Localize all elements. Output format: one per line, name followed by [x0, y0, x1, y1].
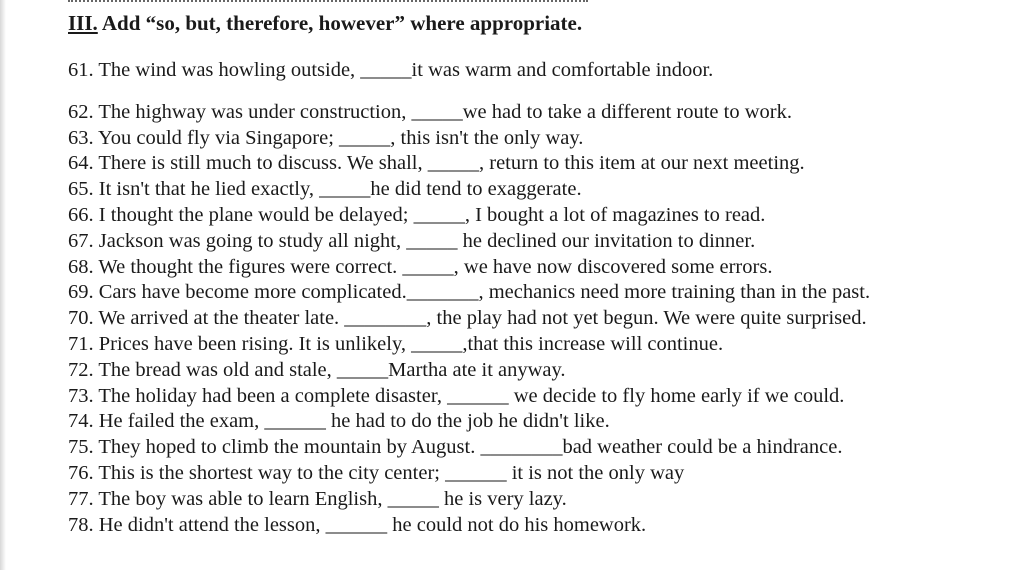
- item-text: The wind was howling outside, _____it was warm and comfortable indoor.: [98, 59, 714, 81]
- item-number: 62.: [68, 100, 94, 123]
- item-text: He failed the exam, ______ he had to do the job he didn't like.: [98, 410, 610, 433]
- exercise-item: [68, 280, 1008, 306]
- item-number: 61.: [68, 59, 94, 81]
- item-number: 74.: [68, 410, 94, 433]
- exercise-item: [68, 255, 1008, 281]
- exercise-item: [68, 126, 1008, 152]
- item-text: This is the shortest way to the city center; ______ it is not the only way: [98, 461, 685, 484]
- item-text: The holiday had been a complete disaster, ______ we decide to fly home early if we could.: [98, 384, 845, 407]
- item-text: There is still much to discuss. We shall, _____, return to this item at our next meeting.: [98, 152, 805, 175]
- exercise-item: [68, 177, 1008, 203]
- exercise-item: [68, 461, 1008, 487]
- exercise-item: [68, 358, 1008, 384]
- exercise-item: [68, 487, 1008, 513]
- item-number: 72.: [68, 358, 94, 381]
- item-text: It isn't that he lied exactly, _____he did tend to exaggerate.: [98, 178, 582, 201]
- item-text: The bread was old and stale, _____Martha ate it anyway.: [98, 358, 566, 381]
- exercise-item: [68, 100, 1008, 126]
- exercise-list: [68, 58, 1008, 538]
- item-number: 76.: [68, 461, 94, 484]
- worksheet: [68, 10, 1008, 538]
- exercise-item: [68, 332, 1008, 358]
- item-number: 66.: [68, 203, 94, 226]
- exercise-item: [68, 151, 1008, 177]
- exercise-item: [68, 306, 1008, 332]
- item-number: 64.: [68, 152, 94, 175]
- item-number: 68.: [68, 255, 94, 278]
- item-number: 69.: [68, 281, 94, 304]
- exercise-item: [68, 384, 1008, 410]
- item-number: 65.: [68, 178, 94, 201]
- item-text: Prices have been rising. It is unlikely, _____,that this increase will continue.: [98, 332, 724, 355]
- item-text: They hoped to climb the mountain by August. ________bad weather could be a hindrance.: [98, 436, 843, 459]
- exercise-item: [68, 229, 1008, 255]
- item-text: The boy was able to learn English, _____ he is very lazy.: [98, 487, 567, 510]
- item-text: Cars have become more complicated._______, mechanics need more training than in the past.: [98, 281, 871, 304]
- item-text: You could fly via Singapore; _____, this isn't the only way.: [98, 126, 584, 149]
- item-number: 77.: [68, 487, 94, 510]
- item-text: We thought the figures were correct. _____, we have now discovered some errors.: [98, 255, 773, 278]
- section-number: III.: [68, 11, 98, 35]
- item-text: He didn't attend the lesson, ______ he could not do his homework.: [98, 513, 647, 536]
- item-text: The highway was under construction, _____we had to take a different route to work.: [98, 100, 792, 123]
- section-instruction: Add “so, but, therefore, however” where appropriate.: [101, 11, 583, 35]
- exercise-item: [68, 409, 1008, 435]
- item-number: 75.: [68, 436, 94, 459]
- exercise-item: [68, 513, 1008, 539]
- item-text: Jackson was going to study all night, _____ he declined our invitation to dinner.: [98, 229, 756, 252]
- item-text: I thought the plane would be delayed; _____, I bought a lot of magazines to read.: [98, 203, 766, 226]
- item-number: 70.: [68, 307, 94, 330]
- exercise-item: [68, 435, 1008, 461]
- page-left-edge: [0, 0, 6, 570]
- top-dotted-rule: [68, 0, 588, 2]
- item-number: 67.: [68, 229, 94, 252]
- item-number: 73.: [68, 384, 94, 407]
- item-number: 71.: [68, 332, 94, 355]
- item-text: We arrived at the theater late. ________, the play had not yet begun. We were quite surprised.: [98, 307, 867, 330]
- item-number: 63.: [68, 126, 94, 149]
- item-number: 78.: [68, 513, 94, 536]
- exercise-item: [68, 58, 1008, 84]
- exercise-item: [68, 203, 1008, 229]
- section-heading: [68, 10, 1008, 36]
